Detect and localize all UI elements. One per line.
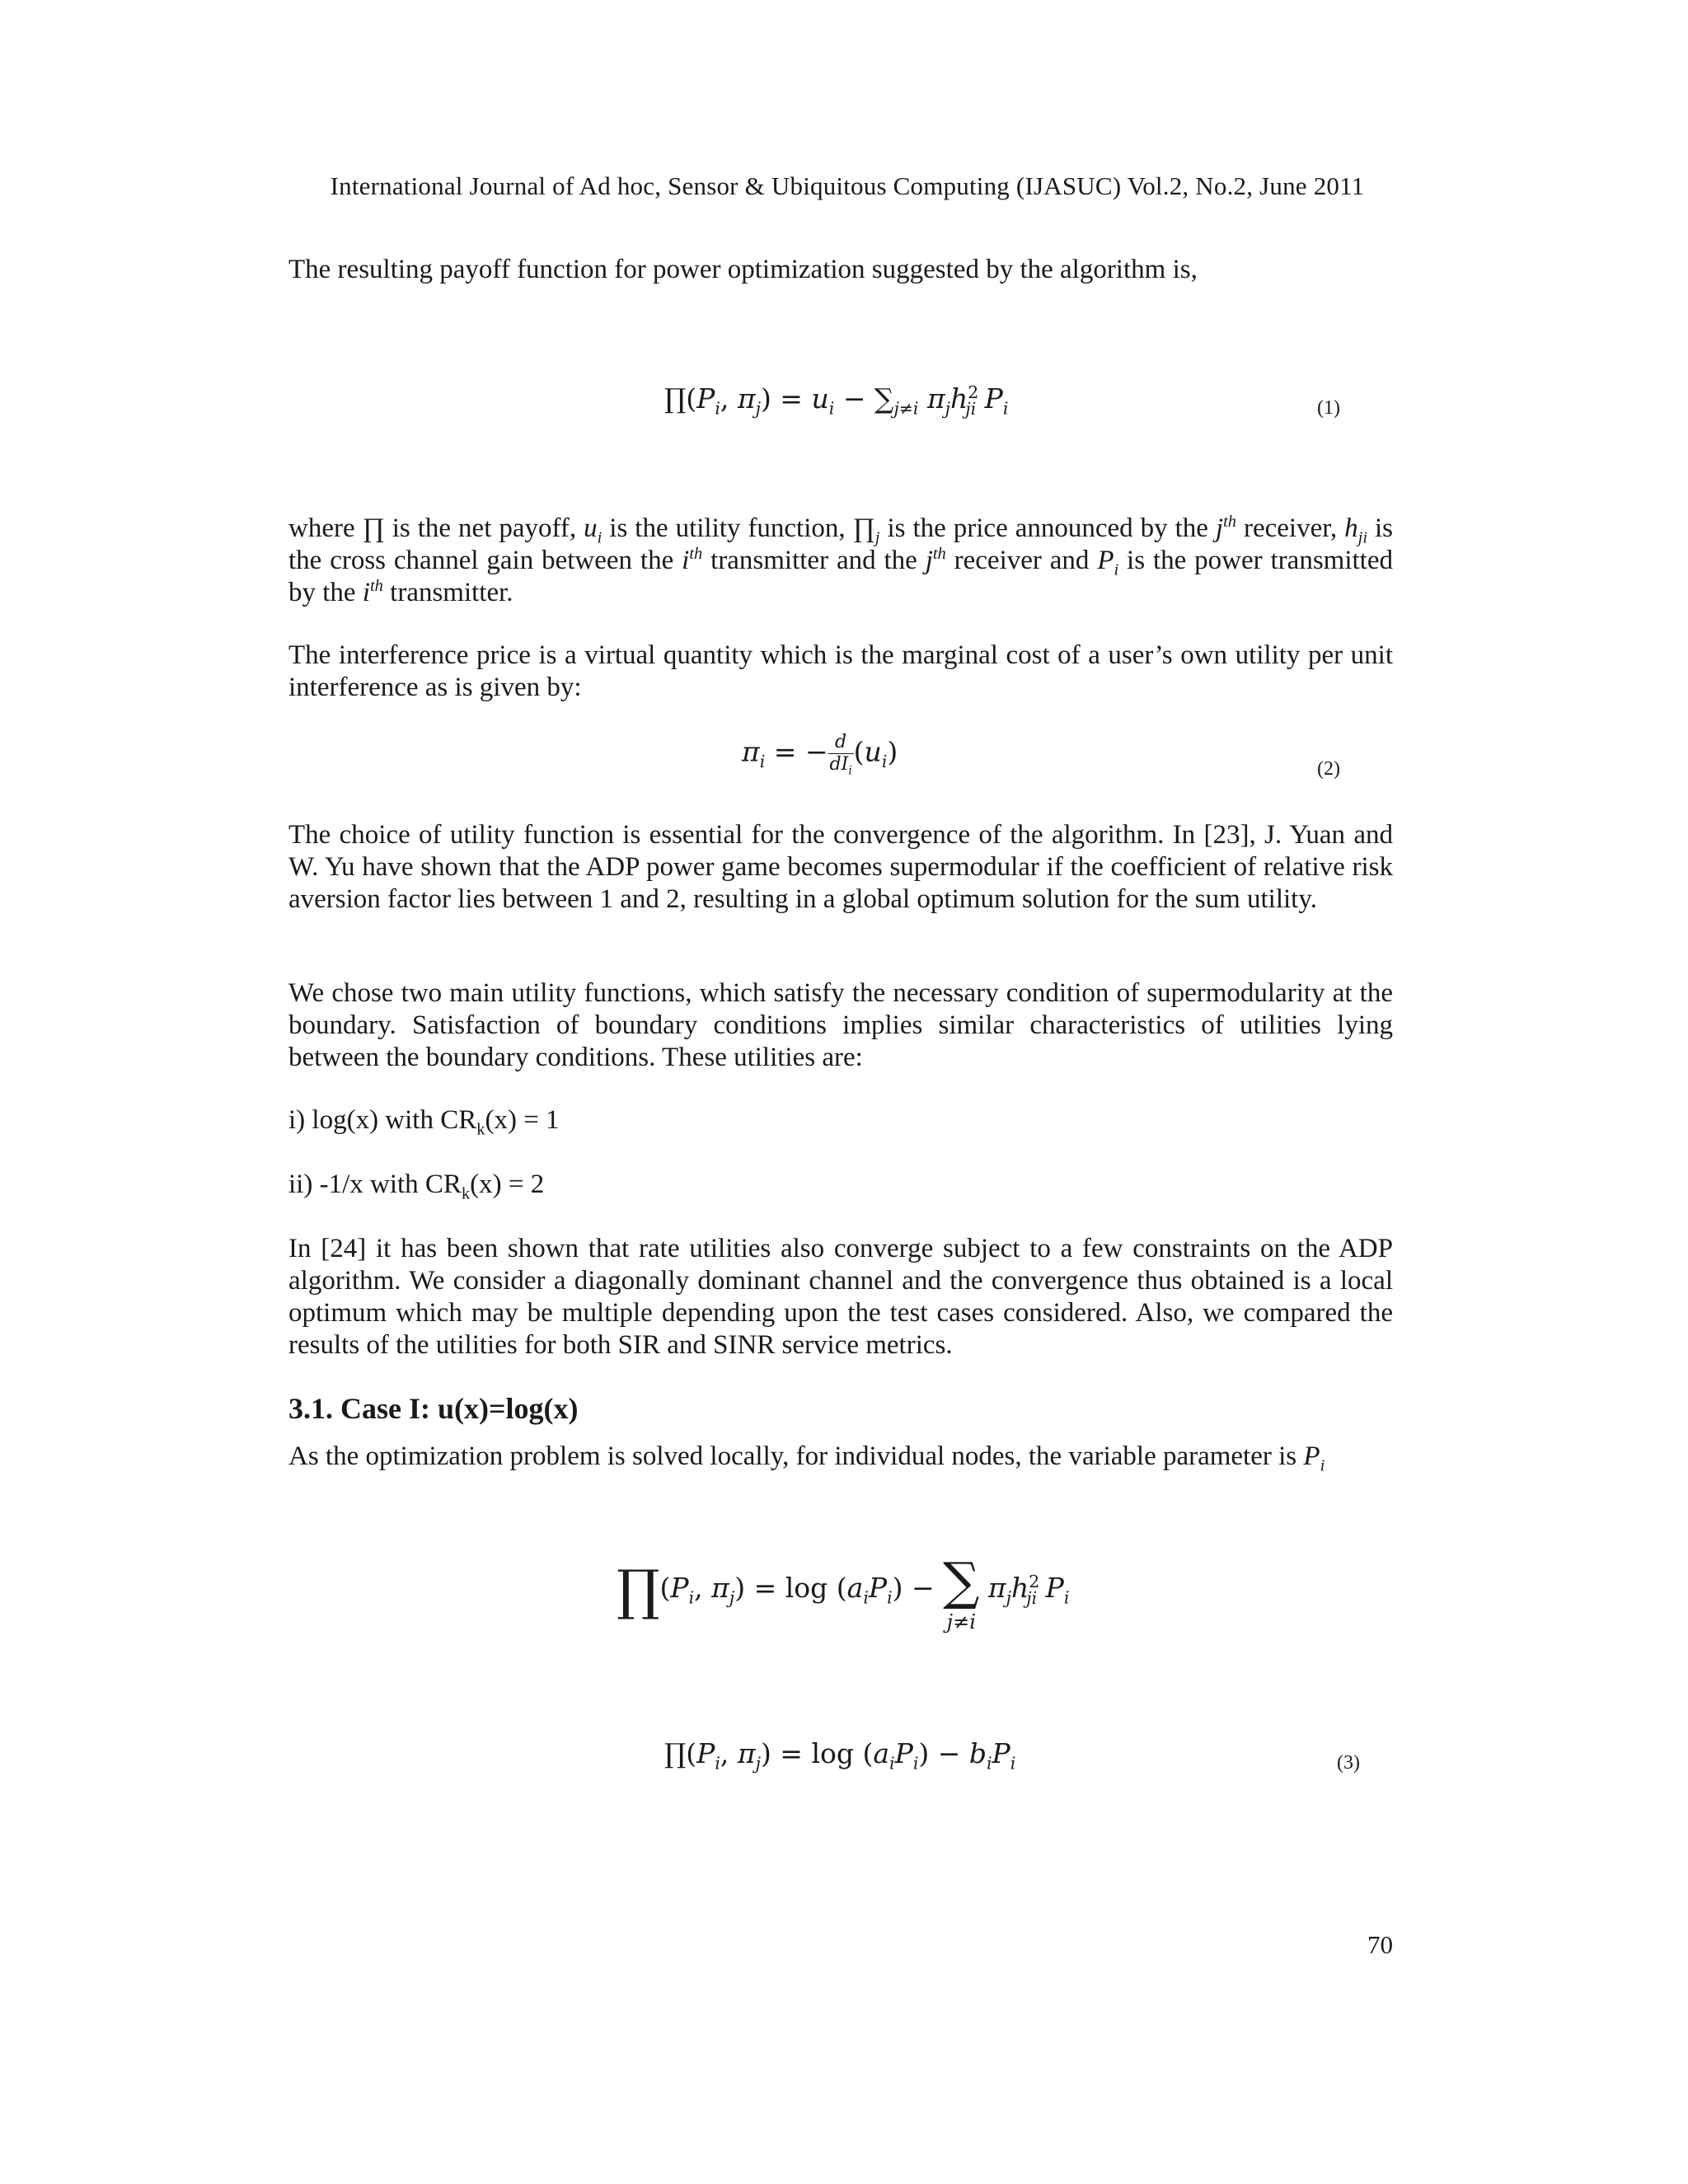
equation-3-number: (3) (1337, 1752, 1360, 1774)
page-number: 70 (1367, 1930, 1393, 1959)
equation-1-number: (1) (1317, 397, 1340, 419)
case-paragraph: As the optimization problem is solved locally, for individual nodes, the variable parameter is $P_i$ (288, 1441, 1325, 1475)
equation-2: $\pi_i$ = − $\frac{d}{dI_i}$ $(u_i)$ (742, 732, 898, 778)
equation-2-number: (2) (1317, 758, 1340, 780)
equation-sum-form: $\prod(P_i$, $\pi_j) = \log (a_iP_i)$ − ∑ j≠i $\pi_jh^2_{ji}$ $P_i$ (617, 1551, 1070, 1633)
utility-item-2: ii) -1/x with $CR_k(x) = 2$ (288, 1169, 545, 1203)
reference-paragraph: In [24] it has been shown that rate utilities also converge subject to a few constraints on the ADP algorithm. We consider a diagonally dominant channel and the convergence thus obtained is a local optimum which may be multiple depending upon the test cases considered. Also, we compared the results of the utilities for both SIR and SINR service metrics. (288, 1234, 1393, 1360)
intro-paragraph: The resulting payoff function for power optimization suggested by the algorithm is, (288, 255, 1198, 284)
equation-3: $\prod(P_i$, $\pi_j) = \log (a_iP_i) - b_iP_i$ (664, 1737, 1016, 1774)
utility-item-1: i) log(x) with $CR_k(x) = 1$ (288, 1105, 560, 1139)
price-paragraph: The interference price is a virtual quantity which is the marginal cost of a user’s own utility per unit interference as is given by: (288, 640, 1393, 702)
choice-paragraph: The choice of utility function is essential for the convergence of the algorithm. In [23], J. Yuan and W. Yu have shown that the ADP power game becomes supermodular if the coefficient of relative risk aversion factor lies between 1 and 2, resulting in a global optimum solution for the sum utility. (288, 820, 1393, 914)
equation-1: $\prod(P_i$, $\pi_j) = u_i - \sum_{j\ne i}$ $\pi_jh^2_{ji}$ $P_i$ (664, 382, 1009, 419)
section-heading: 3.1. Case I: u(x)=log(x) (288, 1392, 579, 1425)
chose-paragraph: We chose two main utility functions, which satisfy the necessary condition of supermodularity at the boundary. Satisfaction of boundary conditions implies similar characteristics of utilities lying between the boundary conditions. These utilities are: (288, 978, 1393, 1072)
journal-header: International Journal of Ad hoc, Sensor & Ubiquitous Computing (IJASUC) Vol.2, No.2, June 2011 (330, 171, 1365, 200)
where-paragraph: where ∏ is the net payoff, $u_i$ is the utility function, $\prod_j$ is the price announced by the $j^{th}$ receiver, $h_{ji}$ is the cross channel gain between the $i^{th}$ transmitter and the $j^{th}$ receiver and $P_i$ is the power transmitted by the $i^{th}$ transmitter. (288, 513, 1393, 607)
